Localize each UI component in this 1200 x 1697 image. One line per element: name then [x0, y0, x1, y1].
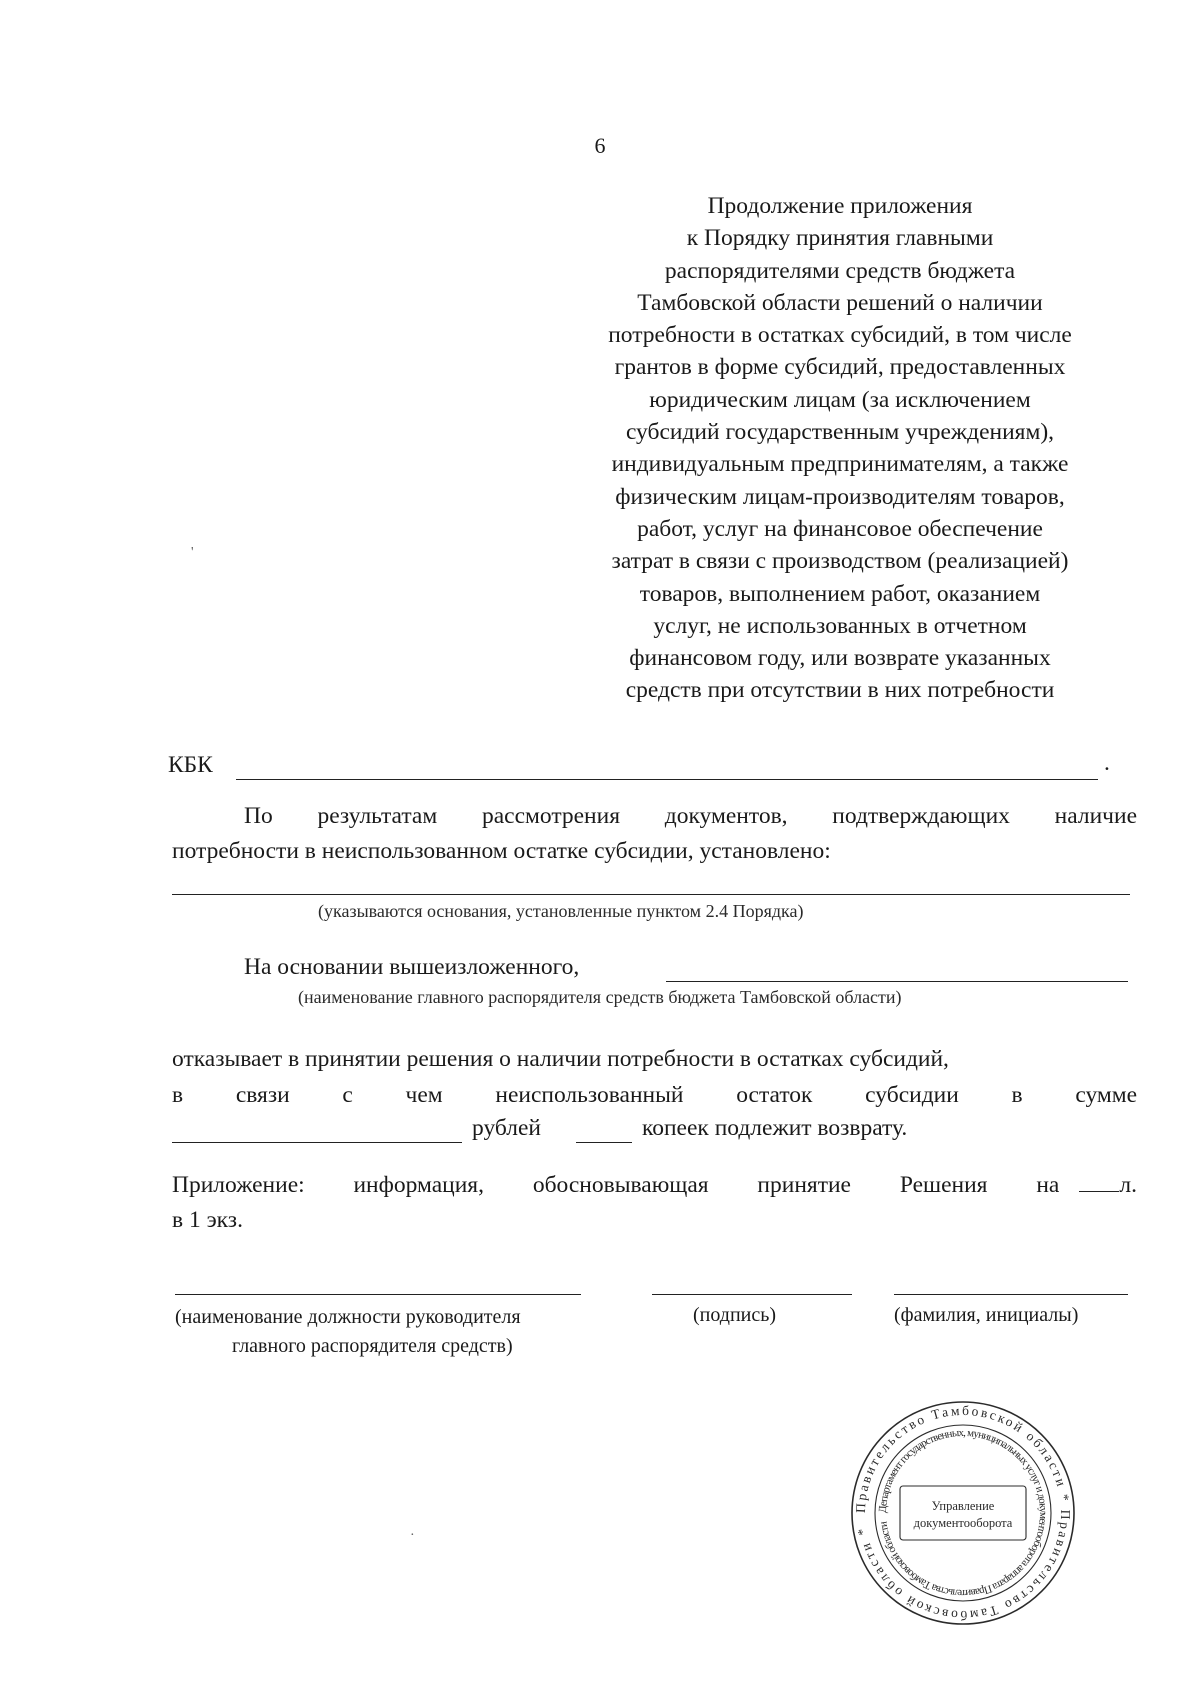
refusal-word: сумме — [1075, 1082, 1138, 1108]
refusal-line-2 — [172, 1082, 1137, 1109]
appendix-line: потребности в остатках субсидий, в том числе — [608, 322, 1072, 349]
appendix-line: физическим лицам-производителям товаров, — [615, 483, 1065, 510]
position-label: (наименование должности руководителя — [175, 1306, 521, 1328]
stamp-graphic — [848, 1398, 1078, 1628]
grounds-field[interactable] — [172, 894, 1130, 895]
basis-text: На основании вышеизложенного, — [244, 954, 580, 980]
amount-kopecks-field[interactable] — [576, 1142, 632, 1143]
kbk-label: КБК — [168, 752, 213, 778]
appendix-line: распорядителями средств бюджета — [664, 257, 1016, 284]
findings-line-1: По результатам рассмотрения документов, подтверждающих наличие — [244, 803, 1137, 829]
signature-field[interactable] — [652, 1294, 852, 1295]
sheets-suffix: л. — [1119, 1172, 1137, 1198]
scan-speck: ' — [191, 545, 194, 560]
appendix-header — [540, 190, 1140, 707]
appendix-line: финансовом году, или возврате указанных — [629, 645, 1051, 672]
kbk-field[interactable] — [236, 779, 1098, 780]
stamp-center-line-2: документооборота — [913, 1516, 1013, 1530]
stamp-center-line-1: Управление — [931, 1499, 995, 1513]
appendix-line: затрат в связи с производством (реализацией) — [611, 548, 1069, 575]
attachment-word: принятие — [757, 1172, 851, 1198]
rubles-label: рублей — [472, 1115, 541, 1141]
attachment-line-1 — [172, 1172, 1137, 1199]
appendix-line: к Порядку принятия главными — [686, 225, 994, 252]
refusal-word: неиспользованный — [495, 1082, 684, 1108]
refusal-word: связи — [235, 1082, 290, 1108]
refusal-word: с — [342, 1082, 353, 1108]
signature-label: (подпись) — [693, 1304, 777, 1326]
appendix-line: юридическим лицам (за исключением — [649, 386, 1031, 413]
name-field[interactable] — [894, 1294, 1128, 1295]
attachment-word: информация, — [353, 1172, 484, 1198]
sheets-count-field[interactable] — [1079, 1173, 1119, 1192]
appendix-line: Продолжение приложения — [707, 193, 973, 219]
official-stamp — [848, 1398, 1078, 1628]
refusal-word: остаток — [736, 1082, 813, 1108]
grounds-hint: (указываются основания, установленные пунктом 2.4 Порядка) — [318, 901, 804, 921]
attachment-word: Приложение: — [172, 1172, 305, 1198]
attachment-word: Решения — [899, 1172, 988, 1198]
distributor-hint: (наименование главного распорядителя средств бюджета Тамбовской области) — [298, 987, 902, 1007]
stamp-inner-text: Департамент государственных, муниципальных услуг и документооборота аппарата Правительства Тамбовской области — [876, 1426, 1050, 1600]
refusal-word: субсидии — [865, 1082, 959, 1108]
appendix-line: грантов в форме субсидий, предоставленных — [614, 354, 1066, 381]
refusal-word: чем — [405, 1082, 443, 1108]
position-field[interactable] — [175, 1294, 581, 1295]
attachment-line-2: в 1 экз. — [172, 1207, 243, 1233]
refusal-word: в — [172, 1082, 184, 1108]
appendix-line: работ, услуг на финансовое обеспечение — [637, 515, 1043, 542]
appendix-line: товаров, выполнением работ, оказанием — [639, 580, 1041, 607]
scan-speck: · — [410, 1528, 415, 1543]
kopecks-label: копеек подлежит возврату. — [642, 1115, 908, 1141]
kbk-period: . — [1104, 750, 1110, 776]
attachment-word: обосновывающая — [532, 1172, 709, 1198]
refusal-word: в — [1011, 1082, 1023, 1108]
appendix-line: Тамбовской области решений о наличии — [637, 289, 1043, 316]
refusal-line-1: отказывает в принятии решения о наличии потребности в остатках субсидий, — [172, 1046, 949, 1072]
distributor-field[interactable] — [666, 981, 1128, 982]
appendix-line: услуг, не использованных в отчетном — [653, 612, 1027, 639]
findings-line-2: потребности в неиспользованном остатке субсидии, установлено: — [172, 838, 831, 864]
appendix-line: средств при отсутствии в них потребности — [625, 677, 1055, 704]
appendix-line: индивидуальным предпринимателям, а также — [611, 451, 1069, 478]
appendix-line: субсидий государственным учреждениям), — [625, 419, 1055, 446]
stamp-outer-text: Правительство Тамбовской области * Правительство Тамбовской области * — [852, 1402, 1074, 1624]
attachment-word: на — [1036, 1172, 1060, 1198]
amount-rubles-field[interactable] — [172, 1142, 462, 1143]
name-label: (фамилия, инициалы) — [894, 1304, 1079, 1326]
page-number: 6 — [594, 133, 606, 158]
position-label-2: главного распорядителя средств) — [232, 1335, 513, 1357]
